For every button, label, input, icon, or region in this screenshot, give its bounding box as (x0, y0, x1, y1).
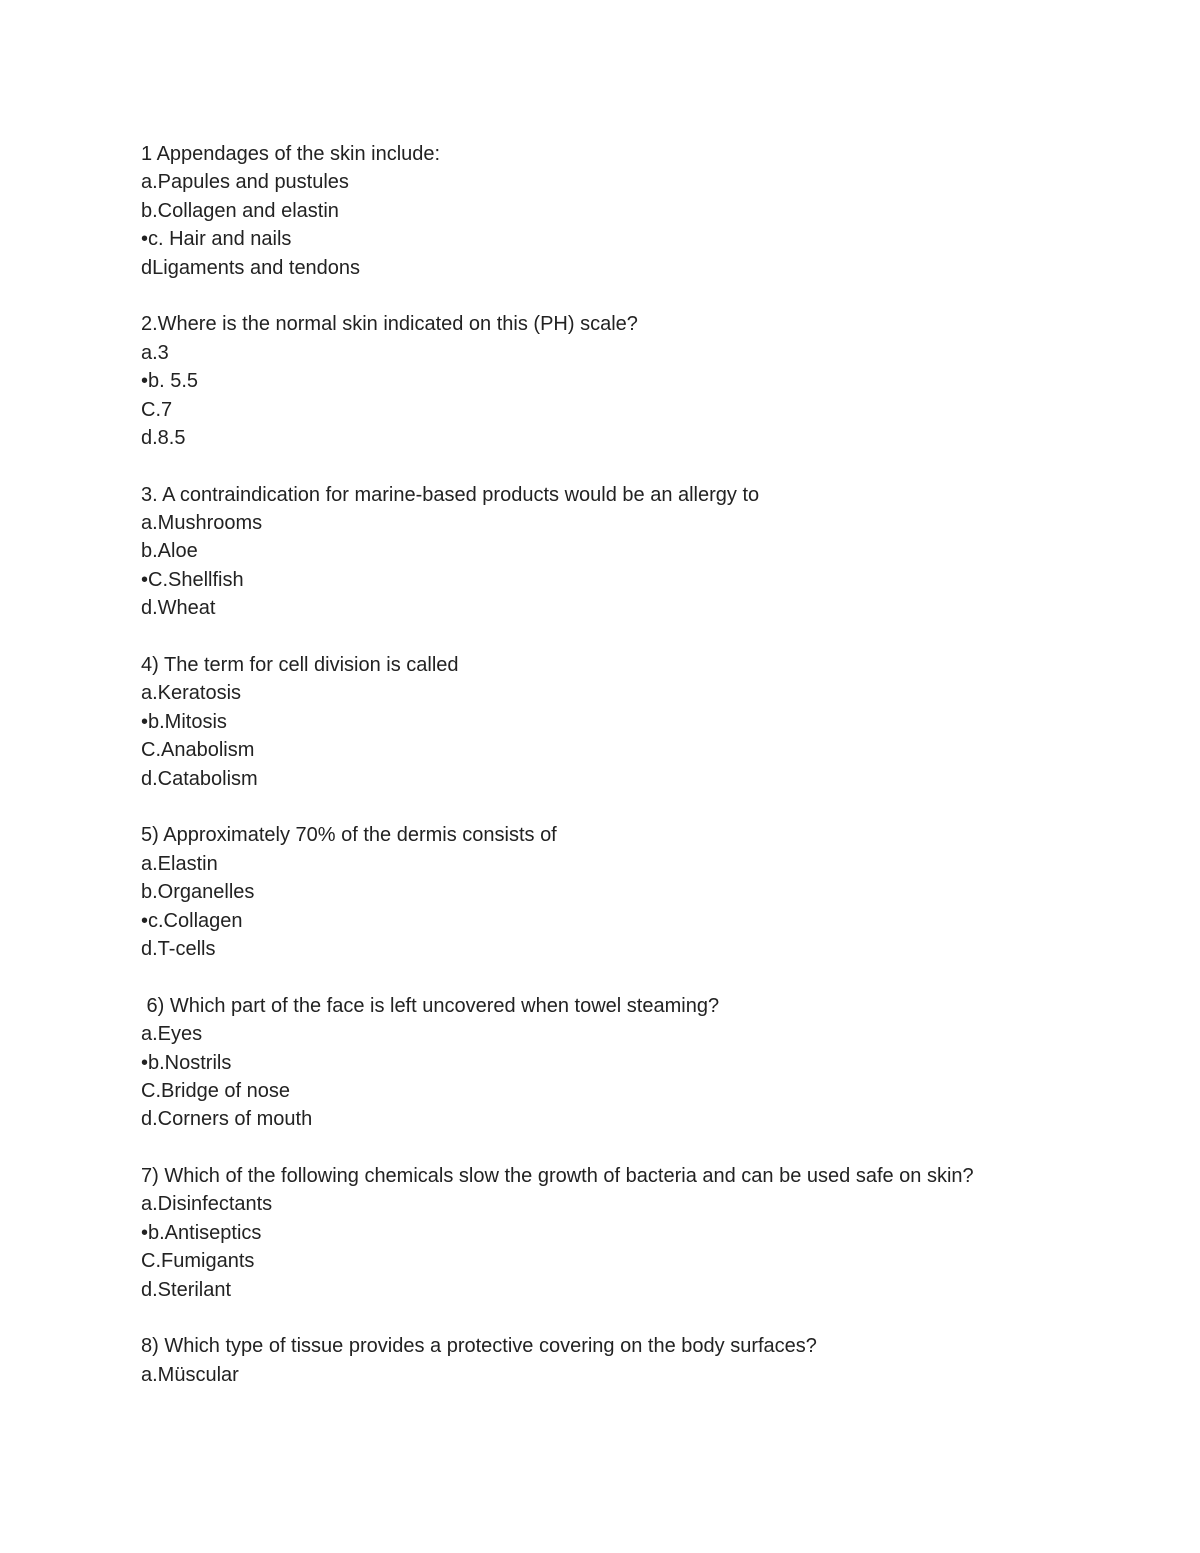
answer-option-marked: •C.Shellfish (141, 568, 244, 591)
question-stem: 5) Approximately 70% of the dermis consists of (141, 824, 557, 847)
answer-option: a.Müscular (141, 1363, 239, 1386)
question-3 (141, 481, 1141, 623)
answer-option-marked: •b. 5.5 (141, 370, 199, 393)
question-2 (141, 310, 1141, 452)
question-7 (141, 1162, 1141, 1304)
answer-option-marked: •b.Antiseptics (141, 1221, 262, 1244)
question-4 (141, 651, 1141, 793)
answer-option: C.Fumigants (141, 1250, 255, 1273)
answer-option: b.Aloe (141, 540, 198, 563)
question-1 (141, 140, 1141, 282)
question-stem: 8) Which type of tissue provides a protective covering on the body surfaces? (141, 1335, 817, 1358)
answer-option: C.Anabolism (141, 739, 255, 762)
answer-option-marked: •b.Mitosis (141, 710, 227, 733)
answer-option-marked: •c. Hair and nails (141, 228, 292, 251)
answer-option-marked: •b.Nostrils (141, 1051, 232, 1074)
question-stem: 2.Where is the normal skin indicated on this (PH) scale? (141, 313, 638, 336)
question-6 (141, 992, 1141, 1134)
question-stem: 3. A contraindication for marine-based products would be an allergy to (141, 483, 760, 506)
question-stem: 4) The term for cell division is called (141, 654, 459, 677)
answer-option: d.T-cells (141, 937, 216, 960)
answer-option: a.Elastin (141, 852, 218, 875)
answer-option: C.Bridge of nose (141, 1079, 290, 1102)
question-stem: 1 Appendages of the skin include: (141, 143, 441, 165)
answer-option: C.7 (141, 398, 173, 421)
answer-option: dLigaments and tendons (141, 256, 361, 279)
answer-option: a.Eyes (141, 1023, 203, 1046)
answer-option: d.Wheat (141, 597, 216, 620)
question-stem: 6) Which part of the face is left uncovered when towel steaming? (141, 994, 720, 1017)
answer-option: a.3 (141, 341, 169, 364)
answer-option-marked: •c.Collagen (141, 909, 243, 932)
answer-option: a.Keratosis (141, 682, 242, 705)
answer-option: a.Mushrooms (141, 512, 263, 535)
answer-option: d.Catabolism (141, 767, 258, 790)
quiz-content (141, 140, 1141, 1418)
answer-option: d.8.5 (141, 426, 186, 449)
answer-option: a.Papules and pustules (141, 171, 349, 194)
question-5 (141, 821, 1141, 963)
answer-option: d.Corners of mouth (141, 1108, 313, 1131)
answer-option: b.Organelles (141, 881, 255, 904)
question-8 (141, 1332, 1141, 1389)
answer-option: d.Sterilant (141, 1278, 232, 1301)
answer-option: a.Disinfectants (141, 1193, 273, 1216)
answer-option: b.Collagen and elastin (141, 199, 339, 222)
question-stem: 7) Which of the following chemicals slow the growth of bacteria and can be used safe on skin? (141, 1165, 974, 1188)
